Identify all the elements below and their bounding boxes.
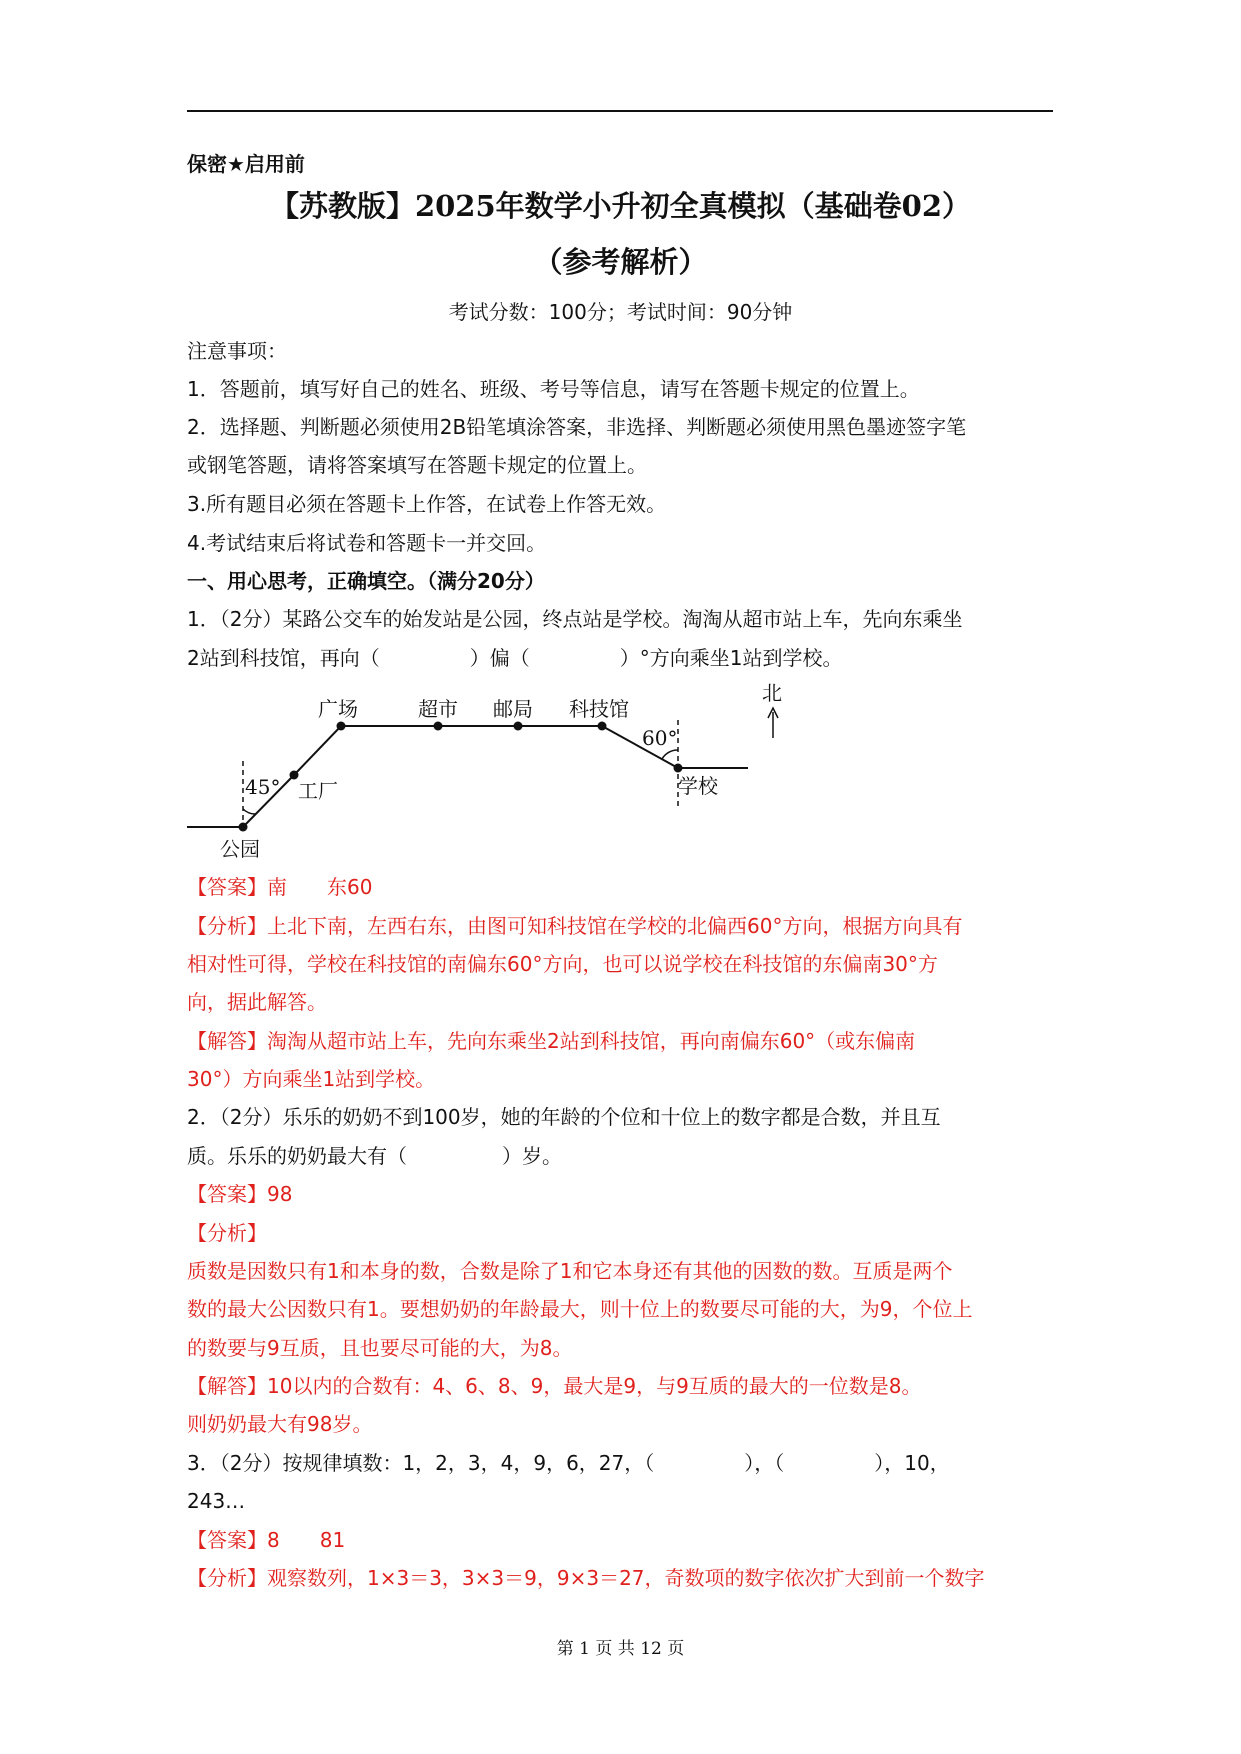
q3-text-a: 3．（2分）按规律填数：1，2，3，4，9，6，27，（ — [187, 1451, 655, 1475]
q2-text-a: 质。乐乐的奶奶最大有（ — [187, 1144, 407, 1168]
page-footer: 第 1 页 共 12 页 — [556, 1639, 685, 1659]
q2-analysis: 数的最大公因数只有1。要想奶奶的年龄最大，则十位上的数要尽可能的大，为9，个位上 — [187, 1297, 973, 1321]
q1-solution: 30°）方向乘坐1站到学校。 — [187, 1067, 436, 1091]
notice-heading: 注意事项： — [187, 339, 287, 363]
label-post-office: 邮局 — [493, 697, 533, 721]
label-park: 公园 — [220, 837, 260, 861]
page-subtitle: （参考解析） — [533, 245, 708, 279]
stop-park — [239, 823, 248, 832]
page-title: 【苏教版】2025年数学小升初全真模拟（基础卷02） — [269, 189, 972, 223]
notice-item: 4.考试结束后将试卷和答题卡一并交回。 — [187, 531, 547, 555]
section-heading: 一、用心思考，正确填空。（满分20分） — [187, 569, 545, 593]
q3-text-c: ），10， — [874, 1451, 950, 1475]
stop-school — [674, 764, 683, 773]
notice-item: 3.所有题目必须在答题卡上作答，在试卷上作答无效。 — [187, 492, 667, 516]
stop-supermarket — [434, 722, 443, 731]
q2-solution: 则奶奶最大有98岁。 — [187, 1412, 373, 1436]
notice-item: 1．答题前，填写好自己的姓名、班级、考号等信息，请写在答题卡规定的位置上。 — [187, 377, 920, 401]
angle-45-arc — [243, 809, 256, 814]
q1-text-a: 2站到科技馆，再向（ — [187, 646, 380, 670]
notice-item: 2．选择题、判断题必须使用2B铅笔填涂答案，非选择、判断题必须使用黑色墨迹签字笔 — [187, 415, 967, 439]
q1-solution: 【解答】淘淘从超市站上车，先向东乘坐2站到科技馆，再向南偏东60°（或东偏南 — [187, 1029, 916, 1053]
label-angle-60: 60° — [642, 726, 678, 750]
confidential-label: 保密★启用前 — [187, 152, 305, 176]
q1-text-c: ）°方向乘坐1站到学校。 — [619, 646, 843, 670]
stop-post-office — [514, 722, 523, 731]
q1-analysis: 向，据此解答。 — [187, 990, 327, 1014]
q2-text-b: ）岁。 — [502, 1144, 562, 1168]
question-3-line2: 243… — [187, 1489, 246, 1513]
q2-analysis-heading: 【分析】 — [187, 1221, 267, 1245]
label-supermarket: 超市 — [418, 697, 458, 721]
q1-analysis: 【分析】上北下南，左西右东，由图可知科技馆在学校的北偏西60°方向，根据方向具有 — [187, 914, 963, 938]
q2-answer: 【答案】98 — [187, 1182, 293, 1206]
q2-solution: 【解答】10以内的合数有：4、6、8、9，最大是9，与9互质的最大的一位数是8。 — [187, 1374, 922, 1398]
q2-analysis: 质数是因数只有1和本身的数，合数是除了1和它本身还有其他的因数的数。互质是两个 — [187, 1259, 953, 1283]
question-3-line1 — [187, 1448, 950, 1478]
q2-analysis: 的数要与9互质，且也要尽可能的大，为8。 — [187, 1336, 573, 1360]
label-science-museum: 科技馆 — [569, 697, 629, 721]
q1-answer: 【答案】南 东60 — [187, 875, 373, 899]
question-2-line2 — [187, 1141, 562, 1171]
q1-analysis: 相对性可得，学校在科技馆的南偏东60°方向，也可以说学校在科技馆的东偏南30°方 — [187, 952, 938, 976]
angle-60-arc — [662, 750, 678, 759]
q1-text-b: ）偏（ — [469, 646, 530, 670]
exam-info: 考试分数：100分；考试时间：90分钟 — [448, 300, 793, 324]
q3-text-b: ），（ — [744, 1451, 785, 1475]
question-1-line1: 1．（2分）某路公交车的始发站是公园，终点站是学校。淘淘从超市站上车，先向东乘坐 — [187, 607, 963, 631]
q3-answer: 【答案】8 81 — [187, 1528, 346, 1552]
stop-science-museum — [598, 722, 607, 731]
label-school: 学校 — [678, 774, 718, 798]
label-north: 北 — [762, 681, 782, 705]
label-angle-45: 45° — [245, 775, 281, 799]
label-square: 广场 — [318, 697, 358, 721]
q3-analysis: 【分析】观察数列，1×3＝3，3×3＝9，9×3＝27，奇数项的数字依次扩大到前一个数字 — [187, 1566, 985, 1590]
stop-square — [337, 722, 346, 731]
question-2-line1: 2．（2分）乐乐的奶奶不到100岁，她的年龄的个位和十位上的数字都是合数，并且互 — [187, 1105, 941, 1129]
notice-item: 或钢笔答题，请将答案填写在答题卡规定的位置上。 — [187, 453, 647, 477]
label-factory: 工厂 — [298, 779, 338, 803]
